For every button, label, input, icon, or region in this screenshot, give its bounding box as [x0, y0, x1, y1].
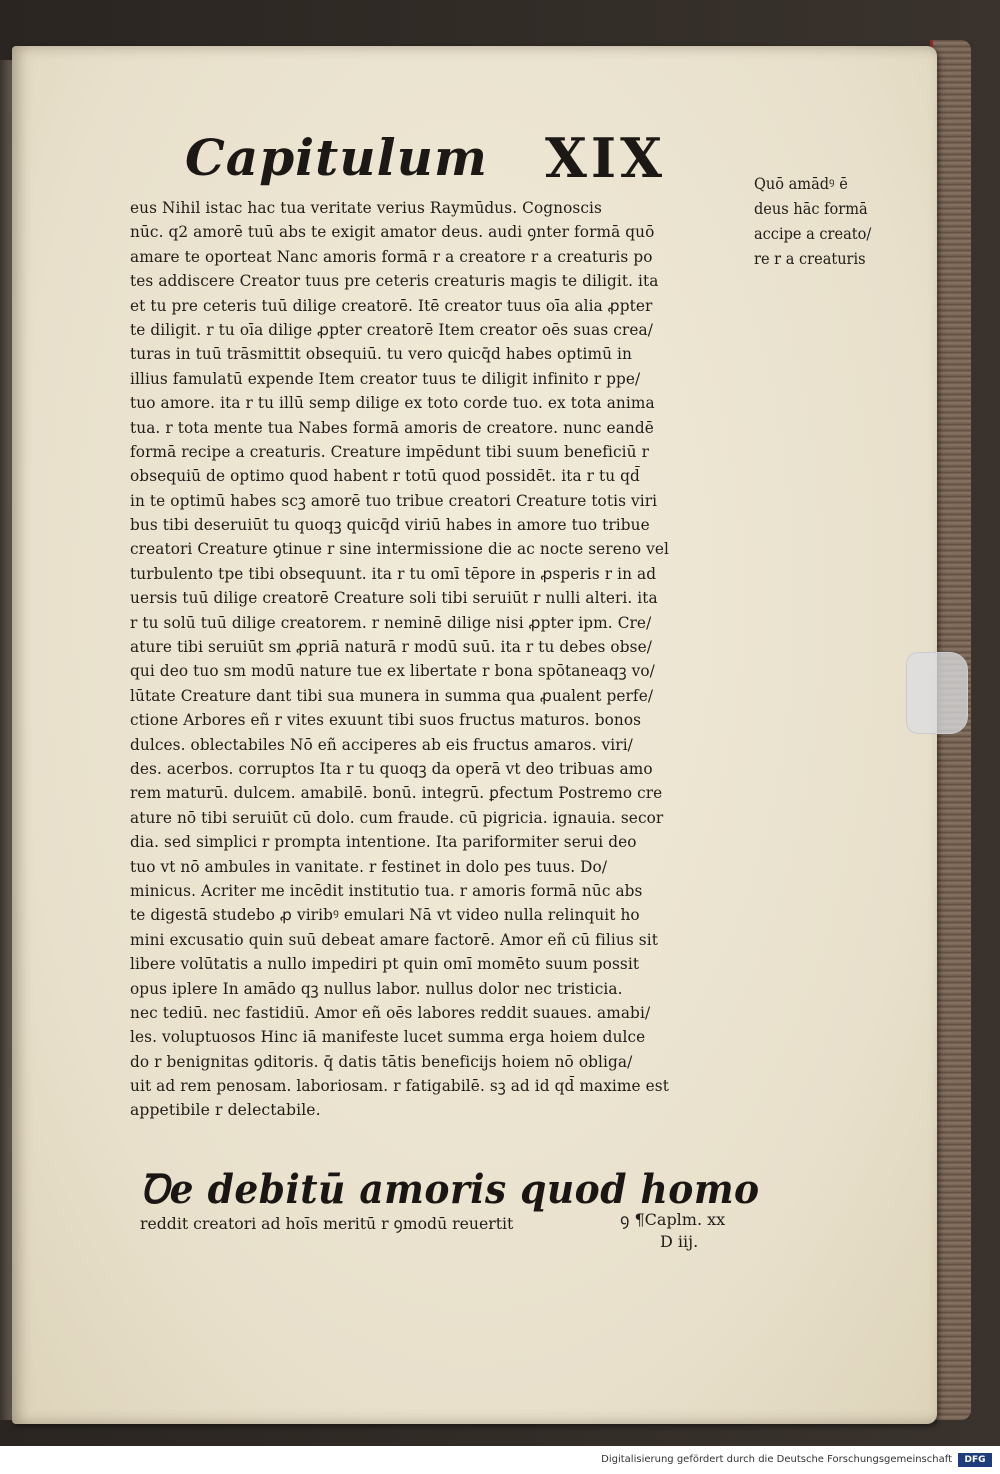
chapter-heading	[185, 128, 665, 198]
text-line: des. acerbos. corruptos Ita r tu quoqꝫ da operā vt deo tribuas amo	[130, 759, 653, 778]
footer-bar	[0, 1446, 1000, 1474]
next-chapter-title: Ꝺe debitū amoris quod homo	[140, 1166, 760, 1213]
text-line: et tu pre ceteris tuū dilige creatorē. Itē creator tuus oīa alia ꝓpter	[130, 296, 653, 315]
margin-note-line: re r a creaturis	[754, 250, 866, 268]
text-line: dulces. oblectabiles Nō eñ acciperes ab eis fructus amaros. viri/	[130, 735, 633, 754]
margin-note	[754, 172, 914, 272]
text-line: illius famulatū expende Item creator tuus te diligit infinito r ppe/	[130, 369, 641, 388]
margin-note-line: Quō amādꝰ ē	[754, 175, 848, 193]
text-line: amare te oporteat Nanc amoris formā r a creatore r a creaturis po	[130, 247, 653, 266]
text-line: ature nō tibi seruiūt cū dolo. cum fraude. cū pigricia. ignauia. secor	[130, 808, 664, 827]
text-line: te diligit. r tu oīa dilige ꝓpter creatorē Item creator oēs suas crea/	[130, 320, 653, 339]
text-line: opus iplere In amādo qꝫ nullus labor. nullus dolor nec tristicia.	[130, 979, 623, 998]
text-line: libere volūtatis a nullo impediri pt quin omī momēto suum possit	[130, 955, 640, 974]
text-line: qui deo tuo sm modū nature tue ex libertate r bona spōtaneaqꝫ vo/	[130, 662, 655, 681]
footer-credit: Digitalisierung gefördert durch die Deutsche Forschungsgemeinschaft	[601, 1454, 952, 1465]
text-line: appetibile r delectabile.	[130, 1101, 321, 1120]
text-line: uit ad rem penosam. laboriosam. r fatigabilē. sꝫ ad id qd̄ maxime est	[130, 1077, 669, 1096]
dfg-logo: DFG	[958, 1453, 992, 1467]
text-line: te digestā studebo ꝓ viribꝰ emulari Nā vt video nulla relinquit ho	[130, 906, 640, 925]
text-line: dia. sed simplici r prompta intentione. Ita pariformiter serui deo	[130, 833, 637, 852]
text-line: les. voluptuosos Hinc iā manifeste lucet summa erga hoiem dulce	[130, 1028, 646, 1047]
text-line: tuo vt nō ambules in vanitate. r festinet in dolo pes tuus. Do/	[130, 857, 608, 876]
text-line: turbulento tpe tibi obsequunt. ita r tu omī tēpore in ꝓsperis r in ad	[130, 564, 657, 583]
margin-note-line: deus hāc formā	[754, 200, 868, 218]
text-line: turas in tuū trāsmittit obsequiū. tu vero quicq̄d habes optimū in	[130, 345, 632, 364]
signature-mark: D iij.	[660, 1232, 699, 1251]
chapter-cross-reference: ꝯ ¶Caplm. xx	[620, 1210, 726, 1229]
text-line: nūc. q2 amorē tuū abs te exigit amator deus. audi ꝯnter formā quō	[130, 223, 655, 242]
text-line: obsequiū de optimo quod habent r totū quod possidēt. ita r tu qd̄	[130, 467, 640, 486]
text-line: eus Nihil istac hac tua veritate verius Raymūdus. Cognoscis	[130, 199, 602, 217]
text-line: do r benignitas ꝯditoris. q̄ datis tātis beneficijs hoiem nō obliga/	[130, 1052, 633, 1071]
text-line: formā recipe a creaturis. Creature impēdunt tibi suum beneficiū r	[130, 442, 650, 461]
chapter-number: XIX	[545, 126, 667, 190]
text-line: bus tibi deseruiūt tu quoqꝫ quicq̄d viriū habes in amore tuo tribue	[130, 516, 650, 535]
text-line: ctione Arbores eñ r vites exuunt tibi suos fructus maturos. bonos	[130, 711, 642, 730]
text-line: minicus. Acriter me incēdit institutio tua. r amoris formā nūc abs	[130, 881, 643, 900]
text-line: creatori Creature ꝯtinue r sine intermissione die ac nocte sereno vel	[130, 540, 669, 559]
chapter-heading-word: Capitulum	[185, 128, 488, 187]
text-line: uersis tuū dilige creatorē Creature soli tibi seruiūt r nulli alteri. ita	[130, 589, 658, 608]
body-text-block	[130, 196, 770, 1123]
text-line: in te optimū habes scꝫ amorē tuo tribue creatori Creature totis viri	[130, 491, 658, 510]
text-line: lūtate Creature dant tibi sua munera in summa qua ꝓualent perfe/	[130, 686, 654, 705]
text-line: nec tediū. nec fastidiū. Amor eñ oēs labores reddit suaues. amabi/	[130, 1003, 651, 1022]
page-clip	[906, 652, 968, 734]
text-line: rem maturū. dulcem. amabilē. bonū. integrū. ꝑfectum Postremo cre	[130, 784, 663, 803]
text-line: tes addiscere Creator tuus pre ceteris creaturis magis te diligit. ita	[130, 272, 659, 291]
text-line: ature tibi seruiūt sm ꝓpriā naturā r modū suū. ita r tu debes obse/	[130, 638, 652, 657]
margin-note-line: accipe a creato/	[754, 225, 872, 243]
text-line: tuo amore. ita r tu illū semp dilige ex toto corde tuo. ex tota anima	[130, 394, 655, 413]
text-line: r tu solū tuū dilige creatorem. r neminē dilige nisi ꝓpter ipm. Cre/	[130, 613, 652, 632]
next-chapter-title-line2: reddit creatori ad hoīs meritū r ꝯmodū reuertit	[140, 1214, 514, 1233]
text-line: tua. r tota mente tua Nabes formā amoris de creatore. nunc eandē	[130, 418, 654, 437]
text-line: mini excusatio quin suū debeat amare factorē. Amor eñ cū filius sit	[130, 930, 658, 949]
